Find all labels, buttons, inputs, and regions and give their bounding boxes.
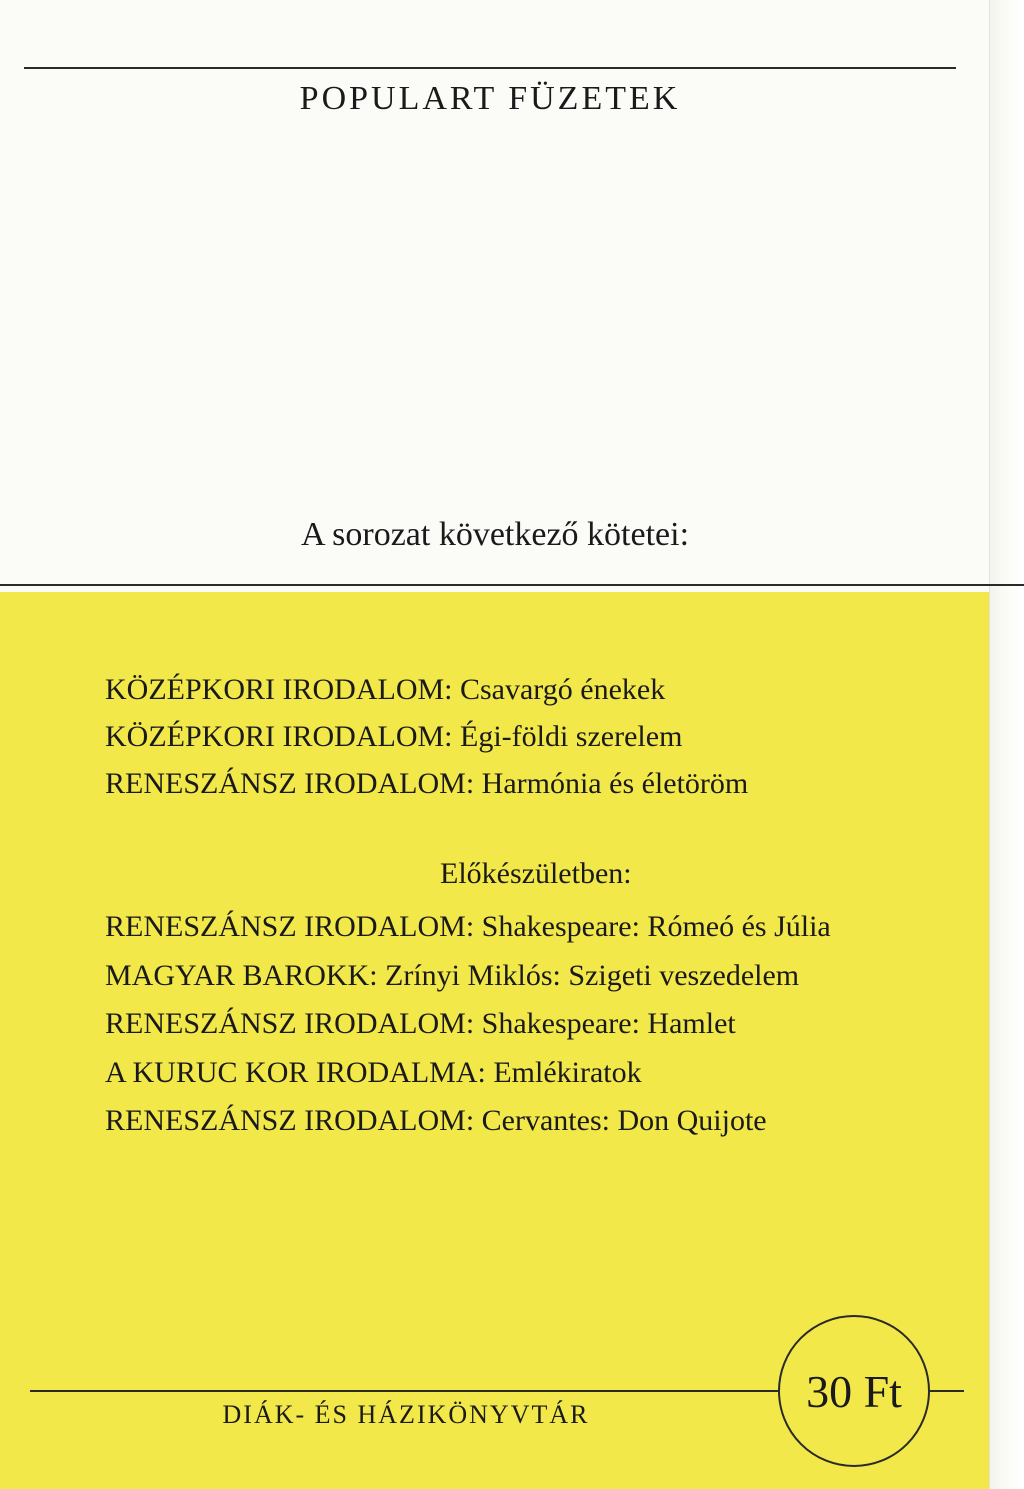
- top-rule: [24, 67, 956, 69]
- middle-rule: [0, 584, 1024, 586]
- bottom-rule-right: [930, 1390, 964, 1392]
- list-item: RENESZÁNSZ IRODALOM: Shakespeare: Rómeó és Júlia: [105, 910, 831, 943]
- next-volumes-heading: A sorozat következő kötetei:: [300, 516, 690, 553]
- bottom-rule-left: [30, 1390, 778, 1392]
- in-preparation-label: Előkészületben:: [440, 857, 632, 890]
- volume-list: [105, 666, 965, 807]
- list-item: RENESZÁNSZ IRODALOM: Harmónia és életöröm: [105, 767, 749, 800]
- list-item: RENESZÁNSZ IRODALOM: Shakespeare: Hamlet: [105, 1007, 736, 1040]
- footer-series-name: DIÁK- ÉS HÁZIKÖNYVTÁR: [222, 1400, 590, 1429]
- price-text: 30 Ft: [806, 1365, 902, 1417]
- series-title: POPULART FÜZETEK: [299, 80, 681, 117]
- page-edge: [989, 0, 1024, 1489]
- list-item: MAGYAR BAROKK: Zrínyi Miklós: Szigeti veszedelem: [105, 958, 800, 992]
- list-item: KÖZÉPKORI IRODALOM: Csavargó énekek: [105, 673, 666, 706]
- price-badge: [778, 1315, 930, 1467]
- list-item: RENESZÁNSZ IRODALOM: Cervantes: Don Quijote: [105, 1104, 767, 1137]
- list-item: KÖZÉPKORI IRODALOM: Égi-földi szerelem: [105, 720, 683, 753]
- list-item: A KURUC KOR IRODALMA: Emlékiratok: [105, 1055, 642, 1089]
- in-preparation-list: [105, 903, 965, 1146]
